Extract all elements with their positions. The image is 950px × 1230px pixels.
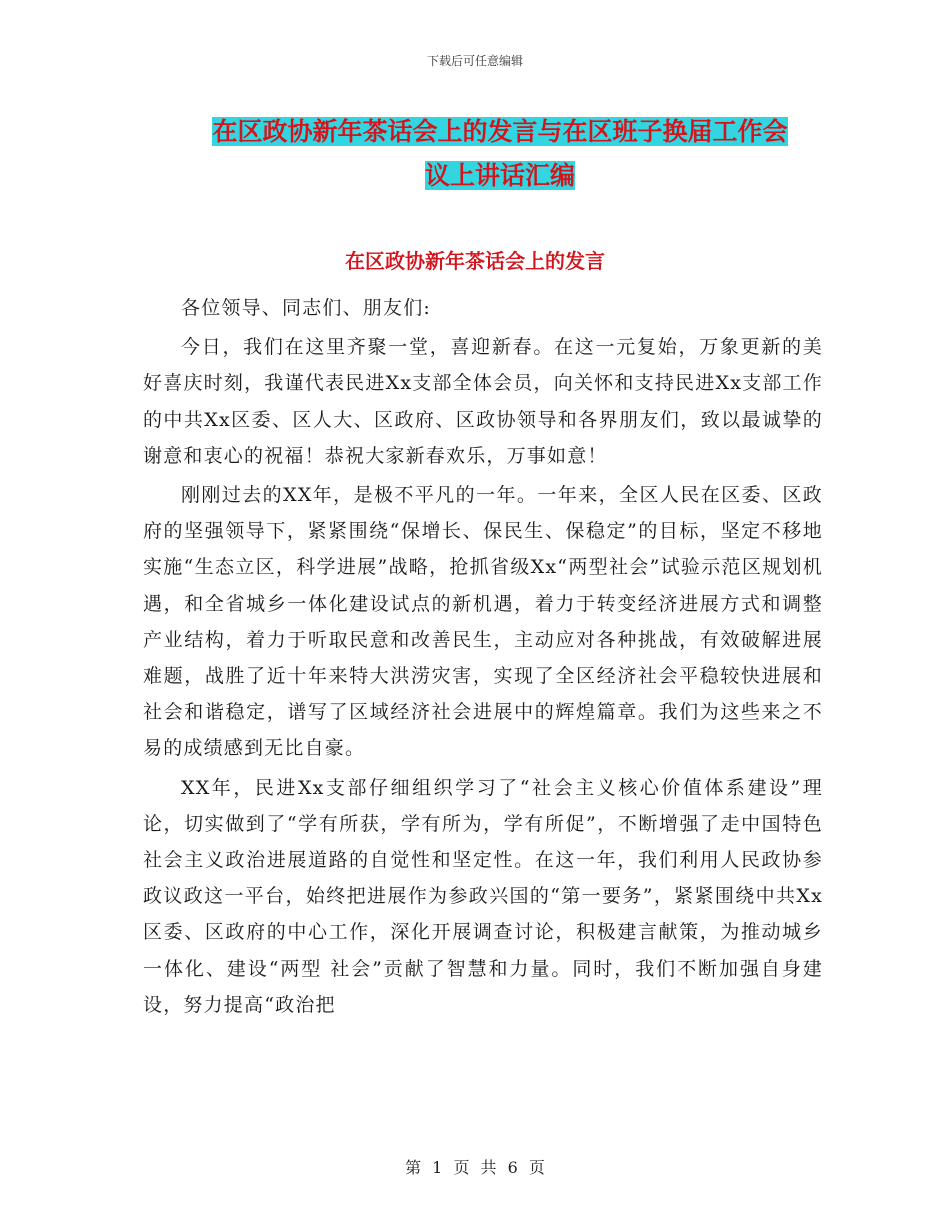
document-title-line-1: 在区政协新年茶话会上的发言与在区班子换届工作会	[212, 117, 788, 146]
document-title	[140, 110, 860, 198]
body-paragraph: 今日，我们在这里齐聚一堂，喜迎新春。在这一元复始，万象更新的美好喜庆时刻，我谨代表民进Xx支部全体会员，向关怀和支持民进Xx支部工作的中共Xx区委、区人大、区政府、区政协领导和各界朋友们，致以最诚挚的谢意和衷心的祝福！恭祝大家新春欢乐，万事如意！	[143, 336, 823, 467]
body-paragraph: XX年，民进Xx支部仔细组织学习了“社会主义核心价值体系建设”理论，切实做到了“学有所获，学有所为，学有所促”，不断增强了走中国特色社会主义政治进展道路的自觉性和坚定性。在这一年，我们利用人民政协参政议政这一平台，始终把进展作为参政兴国的“第一要务”，紧紧围绕中共Xx区委、区政府的中心工作，深化开展调查讨论，积极建言献策，为推动城乡一体化、建设“两型 社会”贡献了智慧和力量。同时，我们不断加强自身建设，努力提高“政治把	[143, 776, 823, 1016]
section-title: 在区政协新年茶话会上的发言	[345, 249, 605, 273]
page-number-footer: 第 1 页 共 6 页	[405, 1158, 545, 1177]
salutation-paragraph: 各位领导、同志们、朋友们:	[181, 297, 432, 319]
page-header-note: 下载后可任意编辑	[426, 54, 523, 68]
document-title-line-2: 议上讲话汇编	[424, 161, 575, 190]
body-paragraph: 刚刚过去的XX年，是极不平凡的一年。一年来，全区人民在区委、区政府的坚强领导下，紧紧围绕“保增长、保民生、保稳定”的目标，坚定不移地实施“生态立区，科学进展”战略，抢抓省级Xx“两型社会”试验示范区规划机遇，和全省城乡一体化建设试点的新机遇，着力于转变经济进展方式和调整产业结构，着力于听取民意和改善民生，主动应对各种挑战，有效破解进展难题，战胜了近十年来特大洪涝灾害，实现了全区经济社会平稳较快进展和社会和谐稳定，谱写了区域经济社会进展中的辉煌篇章。我们为这些来之不易的成绩感到无比自豪。	[143, 484, 823, 760]
body-text	[143, 290, 823, 1026]
